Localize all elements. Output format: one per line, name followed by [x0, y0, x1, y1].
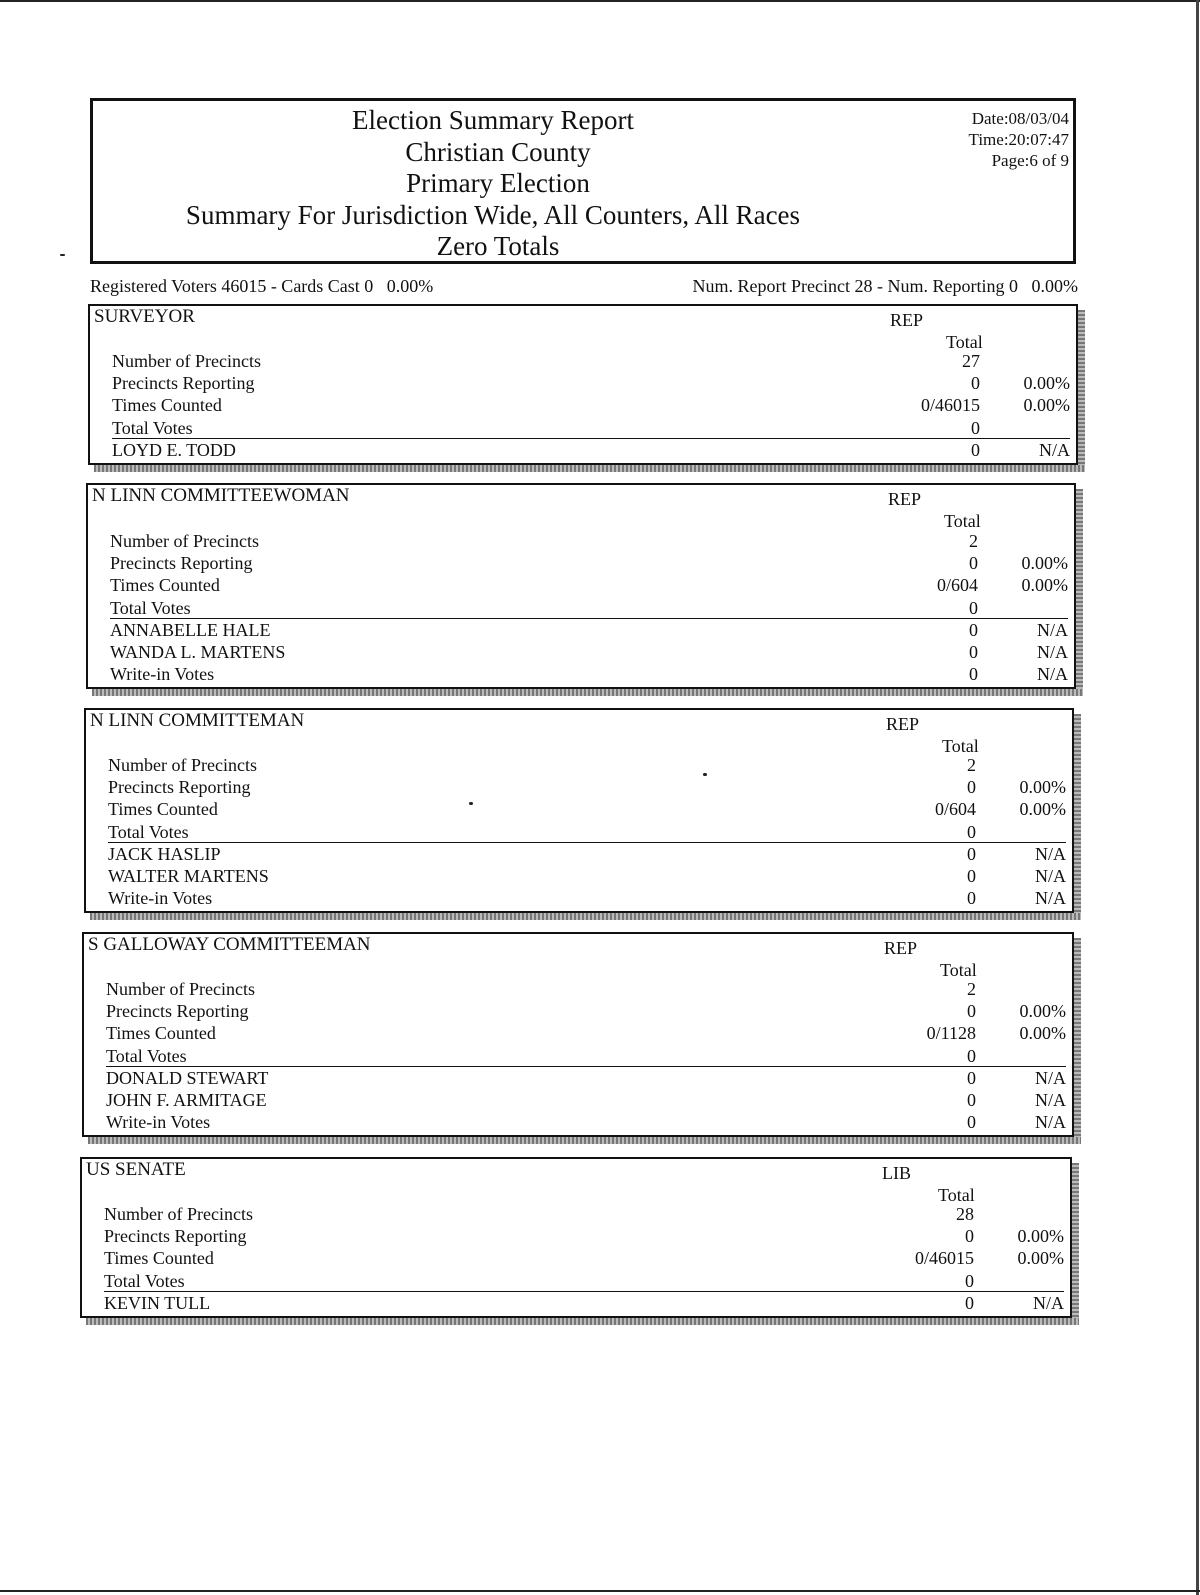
box-shadow-right [1078, 310, 1085, 472]
stat-label: Number of Precincts [110, 531, 259, 551]
stat-row [106, 978, 1066, 1000]
row-total: 0/46015 [914, 1248, 974, 1269]
row-percent: N/A [1035, 1067, 1066, 1088]
stat-row [108, 754, 1066, 776]
stat-label: Number of Precincts [108, 755, 257, 775]
race-title: US SENATE [86, 1159, 186, 1180]
row-total: 0 [967, 1090, 976, 1110]
row-total: 0 [969, 597, 978, 618]
row-percent: 0.00% [1023, 395, 1070, 416]
stat-row [110, 552, 1068, 574]
total-column-header: Total [938, 1185, 975, 1205]
stat-label: Times Counted [112, 395, 222, 416]
party-label: LIB [882, 1163, 911, 1183]
box-shadow-right [1074, 714, 1081, 920]
stat-row [110, 530, 1068, 552]
row-total: 0 [971, 439, 980, 460]
row-total: 0 [967, 866, 976, 886]
stat-label: Times Counted [110, 575, 220, 596]
race-box [86, 483, 1076, 689]
box-shadow-right [1074, 938, 1081, 1144]
row-percent: 0.00% [1021, 575, 1068, 596]
total-column-header: Total [940, 960, 977, 980]
report-time: Time:20:07:47 [968, 130, 1069, 149]
stat-row [104, 1247, 1064, 1269]
candidate-row [106, 1111, 1066, 1133]
row-percent: 0.00% [1023, 373, 1070, 394]
stat-label: Precincts Reporting [104, 1226, 247, 1247]
stat-label: Total Votes [112, 417, 193, 438]
row-percent: 0.00% [1019, 799, 1066, 820]
row-total: 0 [965, 1292, 974, 1313]
scan-speck [469, 802, 473, 805]
box-shadow-bottom [92, 689, 1083, 696]
candidate-row [106, 1089, 1066, 1111]
stat-label: Total Votes [104, 1270, 185, 1291]
scan-edge-top [0, 0, 1200, 2]
candidate-row [112, 439, 1070, 461]
row-total: 0/1128 [926, 1023, 976, 1044]
row-percent: N/A [1037, 642, 1068, 662]
total-votes-divider [104, 1291, 1064, 1292]
scan-speck [60, 254, 65, 256]
candidate-row [108, 843, 1066, 865]
total-votes-divider [110, 618, 1068, 619]
party-label: REP [888, 489, 922, 509]
candidate-name: LOYD E. TODD [112, 439, 236, 460]
total-column-header: Total [946, 332, 983, 352]
stat-row [106, 1045, 1066, 1067]
race-box [84, 708, 1074, 913]
row-total: 2 [969, 531, 978, 551]
stat-row [108, 776, 1066, 798]
candidate-name: WANDA L. MARTENS [110, 642, 286, 662]
report-meta [969, 108, 1069, 171]
row-total: 0 [967, 1067, 976, 1088]
candidate-name: Write-in Votes [110, 664, 215, 685]
row-percent: 0.00% [1019, 1001, 1066, 1022]
row-total: 28 [956, 1204, 974, 1224]
candidate-name: KEVIN TULL [104, 1292, 211, 1313]
stat-row [110, 574, 1068, 596]
report-title: Election Summary Report [352, 105, 634, 135]
stat-row [108, 821, 1066, 843]
row-total: 0 [967, 843, 976, 864]
stat-row [112, 417, 1070, 439]
row-percent: 0.00% [1019, 1023, 1066, 1044]
stat-label: Total Votes [108, 821, 189, 842]
row-total: 0 [971, 417, 980, 438]
race-box [80, 1157, 1072, 1318]
row-percent: N/A [1035, 1090, 1066, 1110]
row-percent: 0.00% [1017, 1248, 1064, 1269]
stat-row [104, 1225, 1064, 1247]
row-percent: N/A [1037, 664, 1068, 685]
candidate-name: JACK HASLIP [108, 843, 221, 864]
row-total: 0 [967, 1112, 976, 1133]
row-total: 0 [967, 777, 976, 798]
row-total: 0 [971, 373, 980, 394]
candidate-name: JOHN F. ARMITAGE [106, 1090, 267, 1110]
stat-label: Precincts Reporting [108, 777, 251, 798]
stat-row [108, 798, 1066, 820]
row-percent: N/A [1035, 843, 1066, 864]
candidate-row [110, 619, 1068, 641]
row-percent: 0.00% [1021, 553, 1068, 574]
stat-label: Number of Precincts [112, 351, 261, 371]
race-title: S GALLOWAY COMMITTEEMAN [88, 934, 371, 955]
total-votes-divider [108, 842, 1066, 843]
stat-label: Precincts Reporting [106, 1001, 249, 1022]
precinct-reporting-summary: Num. Report Precinct 28 - Num. Reporting 0 0.00% [692, 276, 1078, 296]
candidate-row [108, 865, 1066, 887]
stat-row [112, 350, 1070, 372]
stat-label: Number of Precincts [104, 1204, 253, 1224]
row-total: 0 [967, 1045, 976, 1066]
scan-speck [703, 773, 707, 776]
candidate-row [108, 887, 1066, 909]
election-name: Primary Election [406, 168, 590, 198]
row-total: 0 [967, 821, 976, 842]
summary-scope: Summary For Jurisdiction Wide, All Counters, All Races [185, 199, 801, 230]
stat-row [106, 1022, 1066, 1044]
stat-label: Precincts Reporting [110, 553, 253, 574]
stat-row [104, 1203, 1064, 1225]
report-page: Page:6 of 9 [991, 151, 1069, 170]
stat-label: Total Votes [106, 1045, 187, 1066]
box-shadow-bottom [94, 465, 1085, 472]
stat-label: Times Counted [108, 799, 218, 820]
row-total: 0/604 [936, 575, 978, 596]
row-total: 2 [967, 979, 976, 999]
row-total: 0 [967, 1001, 976, 1022]
report-title-block [93, 105, 1073, 263]
row-percent: N/A [1039, 439, 1070, 460]
row-total: 0 [969, 642, 978, 662]
stat-label: Number of Precincts [106, 979, 255, 999]
report-header [90, 98, 1076, 264]
row-total: 0 [965, 1226, 974, 1247]
candidate-row [110, 663, 1068, 685]
candidate-name: DONALD STEWART [106, 1067, 269, 1088]
stat-row [106, 1000, 1066, 1022]
box-shadow-right [1072, 1163, 1079, 1325]
candidate-row [106, 1067, 1066, 1089]
row-total: 0/46015 [920, 395, 980, 416]
scan-edge-bottom [0, 1590, 1200, 1592]
candidate-name: Write-in Votes [108, 888, 213, 909]
box-shadow-right [1076, 489, 1083, 696]
stat-label: Times Counted [106, 1023, 216, 1044]
party-label: REP [890, 310, 924, 330]
candidate-row [110, 641, 1068, 663]
row-total: 0 [969, 619, 978, 640]
candidate-row [104, 1292, 1064, 1314]
row-total: 0 [967, 888, 976, 909]
registered-voters-summary: Registered Voters 46015 - Cards Cast 0 0.00% [90, 276, 434, 296]
party-label: REP [884, 938, 918, 958]
race-title: N LINN COMMITTEMAN [90, 710, 305, 731]
stat-label: Times Counted [104, 1248, 214, 1269]
row-total: 0 [969, 553, 978, 574]
total-column-header: Total [942, 736, 979, 756]
row-percent: N/A [1035, 866, 1066, 886]
box-shadow-bottom [88, 1137, 1081, 1144]
stat-row [112, 394, 1070, 416]
box-shadow-bottom [86, 1318, 1079, 1325]
row-percent: N/A [1035, 1112, 1066, 1133]
candidate-name: Write-in Votes [106, 1112, 211, 1133]
box-shadow-bottom [90, 913, 1081, 920]
row-total: 27 [962, 351, 980, 371]
row-total: 0/604 [934, 799, 976, 820]
scan-edge-right [1196, 0, 1199, 1595]
total-votes-divider [112, 438, 1070, 439]
row-total: 0 [965, 1270, 974, 1291]
candidate-name: ANNABELLE HALE [110, 619, 271, 640]
stat-label: Precincts Reporting [112, 373, 255, 394]
race-box [82, 932, 1074, 1137]
total-votes-divider [106, 1066, 1066, 1067]
party-label: REP [886, 714, 920, 734]
row-percent: N/A [1033, 1292, 1064, 1313]
row-total: 2 [967, 755, 976, 775]
row-percent: 0.00% [1017, 1226, 1064, 1247]
report-type: Zero Totals [436, 231, 560, 261]
stat-label: Total Votes [110, 597, 191, 618]
county-name: Christian County [405, 136, 591, 167]
row-percent: N/A [1037, 619, 1068, 640]
report-date: Date:08/03/04 [971, 109, 1069, 128]
race-title: N LINN COMMITTEEWOMAN [92, 485, 350, 506]
candidate-name: WALTER MARTENS [108, 866, 269, 886]
stat-row [110, 597, 1068, 619]
stat-row [104, 1270, 1064, 1292]
stat-row [112, 372, 1070, 394]
race-box [88, 304, 1078, 465]
total-column-header: Total [944, 511, 981, 531]
row-percent: 0.00% [1019, 777, 1066, 798]
row-total: 0 [969, 664, 978, 685]
race-title: SURVEYOR [94, 306, 195, 327]
row-percent: N/A [1035, 888, 1066, 909]
